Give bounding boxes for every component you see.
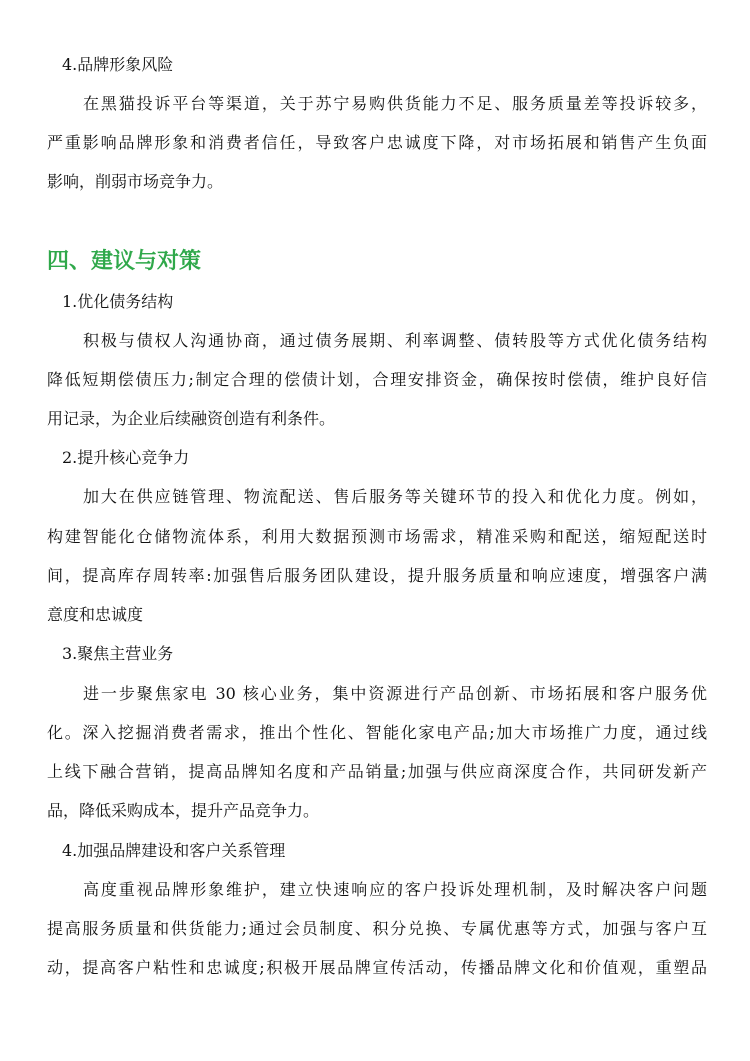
paragraph-line: 积极与债权人沟通协商，通过债务展期、利率调整、债转股等方式优化债务结构 xyxy=(83,331,707,350)
subsection-title-brand-risk: 4.品牌形象风险 xyxy=(62,55,174,74)
paragraph-line: 进一步聚焦家电 30 核心业务，集中资源进行产品创新、市场拓展和客户服务优 xyxy=(83,684,707,703)
paragraph-line: 间，提高库存周转率:加强售后服务团队建设，提升服务质量和响应速度，增强客户满 xyxy=(47,566,707,585)
paragraph-line: 品，降低采购成本，提升产品竞争力。 xyxy=(47,801,320,820)
paragraph-line: 构建智能化仓储物流体系，利用大数据预测市场需求，精准采购和配送，缩短配送时 xyxy=(47,527,707,546)
subsection-title: 1.优化债务结构 xyxy=(62,292,174,311)
paragraph-line: 高度重视品牌形象维护，建立快速响应的客户投诉处理机制，及时解决客户问题 xyxy=(83,880,707,899)
section-heading: 四、建议与对策 xyxy=(47,248,202,274)
paragraph-line: 加大在供应链管理、物流配送、售后服务等关键环节的投入和优化力度。例如， xyxy=(83,487,707,506)
paragraph-line: 提高服务质量和供货能力;通过会员制度、积分兑换、专属优惠等方式，加强与客户互 xyxy=(47,919,707,938)
paragraph-line: 降低短期偿债压力;制定合理的偿债计划，合理安排资金，确保按时偿债，维护良好信 xyxy=(47,370,707,389)
paragraph-line: 用记录，为企业后续融资创造有利条件。 xyxy=(47,409,336,428)
paragraph-line: 化。深入挖掘消费者需求，推出个性化、智能化家电产品;加大市场推广力度，通过线 xyxy=(47,723,707,742)
subsection-title: 4.加强品牌建设和客户关系管理 xyxy=(62,841,286,860)
subsection-title: 2.提升核心竞争力 xyxy=(62,448,190,467)
paragraph-line: 动，提高客户粘性和忠诚度;积极开展品牌宣传活动，传播品牌文化和价值观，重塑品 xyxy=(47,958,707,977)
paragraph-line: 影响，削弱市场竞争力。 xyxy=(47,172,224,191)
subsection-title: 3.聚焦主营业务 xyxy=(62,644,174,663)
paragraph-line: 严重影响品牌形象和消费者信任，导致客户忠诚度下降，对市场拓展和销售产生负面 xyxy=(47,133,707,152)
paragraph-line: 上线下融合营销，提高品牌知名度和产品销量;加强与供应商深度合作，共同研发新产 xyxy=(47,762,707,781)
paragraph-line: 在黑猫投诉平台等渠道，关于苏宁易购供货能力不足、服务质量差等投诉较多， xyxy=(83,94,707,113)
paragraph-line: 意度和忠诚度 xyxy=(47,605,144,624)
